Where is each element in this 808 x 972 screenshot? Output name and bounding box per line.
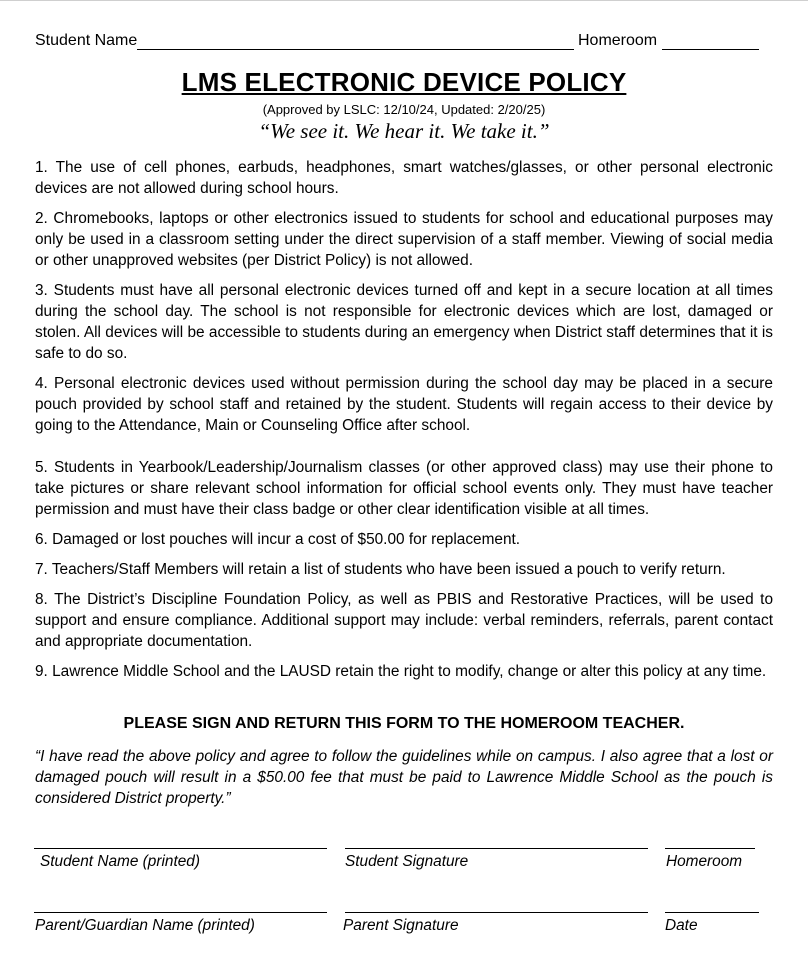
- student-name-label: Student Name: [35, 32, 138, 49]
- parent-signature-line[interactable]: [345, 912, 648, 913]
- homeroom-input-line[interactable]: [662, 49, 759, 50]
- page-title: LMS ELECTRONIC DEVICE POLICY: [181, 67, 627, 97]
- parent-name-signature-line[interactable]: [34, 912, 327, 913]
- student-name-signature-line[interactable]: [34, 848, 327, 849]
- policy-item-8: 8. The District’s Discipline Foundation Policy, as well as PBIS and Restorative Practices, will be used to support and ensure compliance. Additional support may include: verbal reminders, referrals, parent contact and appropriate documentation.: [35, 591, 773, 650]
- homeroom-label: Homeroom: [578, 32, 658, 49]
- policy-item-7: 7. Teachers/Staff Members will retain a list of students who have been issued a pouch to verify return.: [35, 561, 726, 578]
- policy-item-4: 4. Personal electronic devices used without permission during the school day may be placed in a secure pouch provided by school staff and retained by the student. Students will regain access to their device by going to the Attendance, Main or Counseling Office after school.: [35, 375, 773, 434]
- policy-item-6: 6. Damaged or lost pouches will incur a cost of $50.00 for replacement.: [35, 531, 521, 548]
- date-label: Date: [665, 917, 698, 934]
- student-signature-label: Student Signature: [345, 853, 469, 870]
- policy-item-5: 5. Students in Yearbook/Leadership/Journalism classes (or other approved class) may use their phone to take pictures or share relevant school information for official school events only. They must have teacher permission and must have their class badge or other clear identification visible at all times.: [35, 459, 773, 518]
- parent-name-printed-label: Parent/Guardian Name (printed): [35, 917, 255, 934]
- student-signature-line[interactable]: [345, 848, 648, 849]
- student-name-printed-label: Student Name (printed): [40, 853, 200, 870]
- parent-signature-label: Parent Signature: [343, 917, 459, 934]
- policy-item-2: 2. Chromebooks, laptops or other electronics issued to students for school and educational purposes may only be used in a classroom setting under the direct supervision of a staff member. Viewing of social media or other unapproved websites (per District Policy) is not allowed.: [35, 210, 773, 269]
- approval-note: (Approved by LSLC: 12/10/24, Updated: 2/20/25): [262, 102, 546, 117]
- homeroom-signature-line[interactable]: [665, 848, 755, 849]
- policy-list: [35, 157, 773, 682]
- policy-item-9: 9. Lawrence Middle School and the LAUSD retain the right to modify, change or alter this policy at any time.: [35, 663, 767, 680]
- date-signature-line[interactable]: [665, 912, 759, 913]
- agreement-statement: “I have read the above policy and agree to follow the guidelines while on campus. I also agree that a lost or damaged pouch will result in a $50.00 fee that must be paid to Lawrence Middle School as the pouch is considered District property.”: [35, 748, 773, 807]
- policy-item-3: 3. Students must have all personal electronic devices turned off and kept in a secure location at all times during the school day. The school is not responsible for electronic devices which are lost, damaged or stolen. All devices will be accessible to students during an emergency when District staff determines that it is safe to do so.: [35, 282, 773, 362]
- return-notice: PLEASE SIGN AND RETURN THIS FORM TO THE HOMEROOM TEACHER.: [123, 715, 685, 732]
- policy-item-1: 1. The use of cell phones, earbuds, headphones, smart watches/glasses, or other personal electronic devices are not allowed during school hours.: [35, 159, 773, 197]
- header-fields: [35, 32, 773, 52]
- motto: “We see it. We hear it. We take it.”: [258, 119, 550, 143]
- homeroom-sig-label: Homeroom: [666, 853, 743, 870]
- student-name-input-line[interactable]: [137, 49, 574, 50]
